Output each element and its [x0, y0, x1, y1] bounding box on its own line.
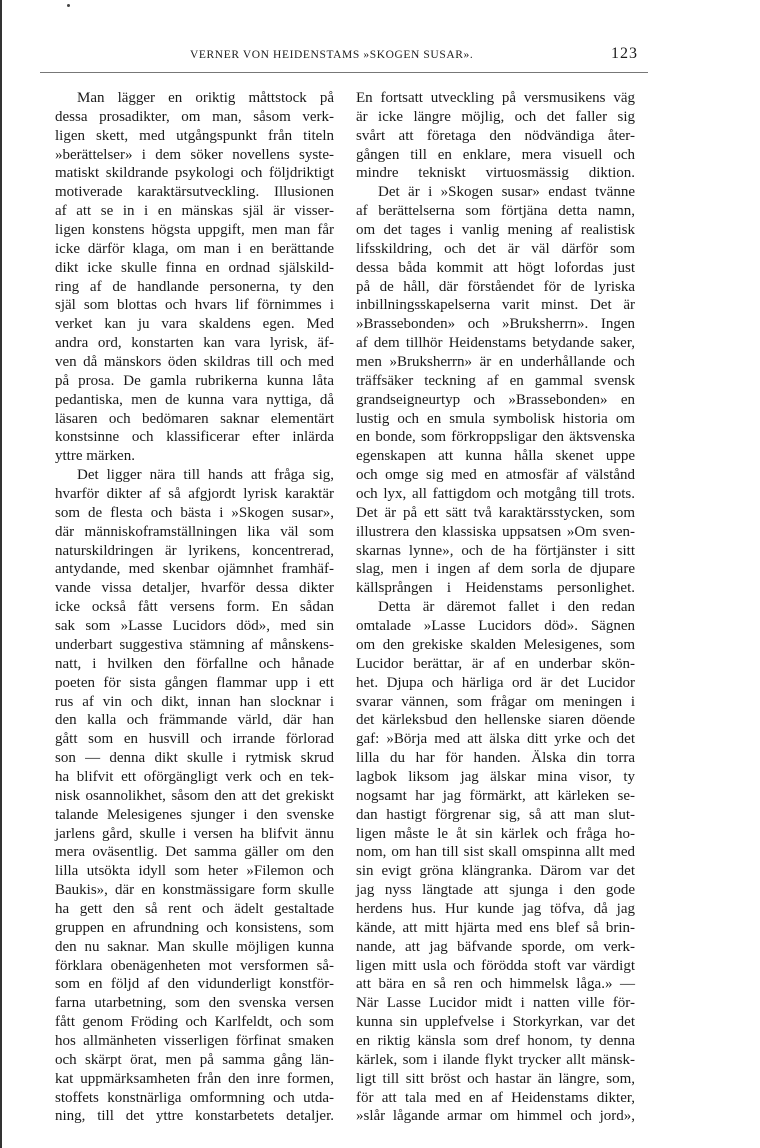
text-line: icke också fått versens form. En sådan [55, 599, 334, 616]
text-line: där människoframställningen lika väl som [55, 523, 334, 540]
text-line: ha blifvit ett oförgängligt verk och en tek- [55, 768, 334, 785]
text-line: af att se in i en mänskas själ är visser- [55, 203, 334, 220]
text-line: kunna sin upplefvelse i Storkyrkan, var det [356, 1014, 635, 1031]
text-line: och skärpt örat, men på samma gång län- [55, 1051, 334, 1068]
text-line: rus af vin och dikt, innan han slocknar i [55, 693, 334, 710]
text-line: som de flesta och bästa i »Skogen susar», [55, 504, 334, 521]
text-line: om den grekiske skalden Melesigenes, som [356, 636, 635, 653]
text-line: om det tages i vanlig mening af realistisk [356, 222, 635, 239]
text-line: herdens hus. Hur kunde jag töfva, då jag [356, 900, 635, 917]
text-line: svårt att företaga den nödvändiga åter- [356, 127, 635, 144]
text-line: nom, om han till sist skall omspinna allt med [356, 844, 635, 861]
text-line: gått som en husvill och irrande förlorad [55, 731, 334, 748]
text-line: stoffets konstnärliga omformning och utda- [55, 1089, 334, 1106]
text-line: het. Djupa och härliga ord är det Lucidor [356, 674, 635, 691]
text-line: verket kan ju vara skaldens egen. Med [55, 316, 334, 333]
text-line: lustig och en smula symbolisk historia om [356, 410, 635, 427]
text-line: lilla utsökta idyll som heter »Filemon och [55, 863, 334, 880]
right-column [356, 89, 635, 1126]
text-line: träffsäker teckning af en gammal svensk [356, 372, 635, 389]
text-line: Detta är däremot fallet i den redan [378, 599, 635, 616]
running-title: VERNER VON HEIDENSTAMS »SKOGEN SUSAR». [190, 49, 474, 61]
text-line: Lucidor berättar, är af en underbar skön- [356, 655, 635, 672]
text-line: ligen måste le åt sin kärlek och fråga ho- [356, 825, 635, 842]
text-line: gruppen en afrundning och konsistens, som [55, 919, 334, 936]
text-line: af berättelserna som förtjäna detta namn, [356, 203, 635, 220]
text-line: och omge sig med en atmosfär af välstånd [356, 467, 635, 484]
text-line: ligt till sitt bröst och hastar än längre, som, [356, 1070, 635, 1087]
text-line: Man lägger en oriktig måttstock på [77, 90, 334, 106]
text-line: andra ord, konstarten kan vara lyrisk, äf- [55, 335, 334, 352]
text-line: själ som blottas och hvars lif förnimmes i [55, 297, 334, 314]
text-line: svarar vännen, som frågar om meningen i [356, 693, 635, 710]
text-line: ligen konstens högsta uppgift, men man får [55, 222, 334, 239]
text-line: dessa prosadikter, om man, såsom verk- [55, 108, 334, 125]
text-line: sak som »Lasse Lucidors död», med sin [55, 618, 334, 635]
text-line: för att tala med en af Heidenstams dikter, [356, 1089, 635, 1106]
text-line: icke därför klaga, om man i en berättande [55, 240, 334, 257]
text-line: farna utarbetning, som den svenska versen [55, 995, 334, 1012]
scan-edge [0, 0, 2, 1148]
text-line: motiverade karaktärsutveckling. Illusionen [55, 184, 334, 201]
text-line: matiskt skildrande psykologi och följdriktigt [55, 165, 334, 182]
text-line: kat uppmärksamheten från den inre formen, [55, 1070, 334, 1087]
text-line: underbart suggestiva stämning af månskens- [55, 636, 334, 653]
text-line: gaf: »Börja med att älska ditt yrke och det [356, 731, 635, 748]
text-line: grandseigneurtyp och »Brassebonden» en [356, 391, 635, 408]
text-line: kände, att mitt hjärta med ens blef så brin- [356, 919, 635, 936]
text-line: inbillningsskapelserna varit minst. Det är [356, 297, 635, 314]
text-line: yttre märken. [55, 448, 135, 465]
text-line: ven då mänskors öden skildras till och med [55, 354, 334, 371]
text-line: förklara obenägenheten mot versformen så- [55, 957, 334, 974]
text-line: nogsamt har jag förmärkt, att kärleken se- [356, 787, 635, 804]
text-line: konstsinne och klassificerar efter inlärda [55, 429, 334, 446]
page-number: 123 [611, 45, 638, 62]
text-line: och lyx, all fattigdom och motgång till trots. [356, 486, 635, 503]
text-line: Det är på ett sätt två karaktärsstycken, som [356, 504, 635, 521]
text-line: hvarför dikter af så afgjordt lyrisk karaktär [55, 486, 334, 503]
text-line: den kalla och främmande värld, där han [55, 712, 334, 729]
text-line: ring af de handlande personerna, ty den [55, 278, 334, 295]
text-line: dessa båda kommit att högt lofordas just [356, 259, 635, 276]
text-line: ning, till det yttre konstarbetets detaljer. [55, 1108, 334, 1125]
text-line: »slår lågande armar om himmel och jord», [356, 1108, 635, 1125]
text-line: egenskapen att kunna hålla skenet uppe [356, 448, 635, 465]
text-line: den nu saknar. Man skulle möjligen kunna [55, 938, 334, 955]
text-line: nande, att jag bäfvande sporde, om verk- [356, 938, 635, 955]
text-line: källsprången i Heidenstams personlighet. [356, 580, 635, 597]
text-line: När Lasse Lucidor midt i natten ville för- [356, 995, 635, 1012]
text-line: ligen skett, med utgångspunkt från titeln [55, 127, 334, 144]
text-line: det kärleksbud den hellenske siaren döende [356, 712, 635, 729]
text-line: mera oväsentlig. Det samma gäller om den [55, 844, 334, 861]
text-line: »Brassebonden» och »Bruksherrn». Ingen [356, 316, 635, 333]
text-line: poeten för sista gången flammar upp i ett [55, 674, 334, 691]
text-line: slag, men i ingen af dem sorla de djupare [356, 561, 635, 578]
text-line: lilla du har för handen. Älska din torra [356, 750, 635, 767]
text-line: Det är i »Skogen susar» endast tvänne [378, 184, 635, 201]
text-line: en riktig känsla som dref honom, ty denna [356, 1032, 635, 1049]
text-line: jarlens gård, skulle i versen ha blifvit ännu [55, 825, 334, 842]
text-line: gången till en enklare, mera visuell och [356, 146, 635, 163]
text-line: att bära en så ren och himmelsk låga.» — [356, 976, 635, 993]
text-line: »berättelser» i dem söker novellens syste- [55, 146, 334, 163]
text-line: är icke längre möjlig, och det faller sig [356, 108, 635, 125]
text-line: fått genom Fröding och Karlfeldt, och som [55, 1014, 334, 1031]
text-line: natt, i hvilken den förfallne och hånade [55, 655, 334, 672]
text-line: men »Bruksherrn» är en underhållande och [356, 354, 635, 371]
text-line: pedantiska, men de kunna vara nyttiga, då [55, 391, 334, 408]
text-line: jag nyss längtade att sjunga i den gode [356, 882, 635, 899]
text-line: Baukis», där en konstmässigare form skulle [55, 882, 334, 899]
text-line: nisk osannolikhet, såsom den att det grekiskt [55, 787, 334, 804]
text-line: ha gett den så rent och ädelt gestaltade [55, 900, 334, 917]
text-line: dan hastigt förgrenar sig, så att man slut- [356, 806, 635, 823]
text-line: på de håll, där förståendet för de lyriska [356, 278, 635, 295]
text-line: lagbok liksom jag älskar mina visor, ty [356, 768, 635, 785]
text-line: mindre tekniskt virtuosmässig diktion. [356, 165, 635, 182]
text-line: läsaren och bedömaren saknar elementärt [55, 410, 334, 427]
text-line: talande Melesigenes sjunger i den svenske [55, 806, 334, 823]
text-line: lifsskildring, och det är väl därför som [356, 240, 635, 257]
text-line: skarnas lynne», och de ha förtjänster i sitt [356, 542, 635, 559]
scan-speck [67, 4, 70, 7]
text-line: En fortsatt utveckling på versmusikens väg [356, 90, 635, 106]
text-line: ligen mitt usla och förödda stoft var värdigt [356, 957, 635, 974]
text-line: en bonde, som förkroppsligar den äktsvenska [356, 429, 635, 446]
text-line: naturskildringen är lyrikens, koncentrerad, [55, 542, 334, 559]
text-line: Det ligger nära till hands att fråga sig, [77, 467, 334, 484]
text-line: sin evigt gröna klängranka. Därom var det [356, 863, 635, 880]
text-line: kärlek, som i ilande flykt trycker allt mänsk- [356, 1051, 635, 1068]
header-rule [40, 72, 648, 73]
text-line: omtalade »Lasse Lucidors död». Sägnen [356, 618, 635, 635]
text-line: af dem tillhör Heidenstams betydande saker, [356, 335, 635, 352]
text-line: på prosa. De gamla rubrikerna kunna låta [55, 372, 334, 389]
text-line: dikt icke skulle finna en ordnad själskild- [55, 259, 334, 276]
text-line: antydande, med skenbar ojämnhet framhäf- [55, 561, 334, 578]
left-column [55, 89, 334, 1126]
text-line: som en följd af den vidunderligt konstför- [55, 976, 334, 993]
text-line: illustrera den klassiska uppsatsen »Om sven- [356, 523, 635, 540]
text-line: son — denna dikt skulle i rytmisk skrud [55, 750, 334, 767]
text-line: vande vissa detaljer, hvarför dessa dikter [55, 580, 334, 597]
text-line: hos allmänheten visserligen förfinat smaken [55, 1032, 334, 1049]
